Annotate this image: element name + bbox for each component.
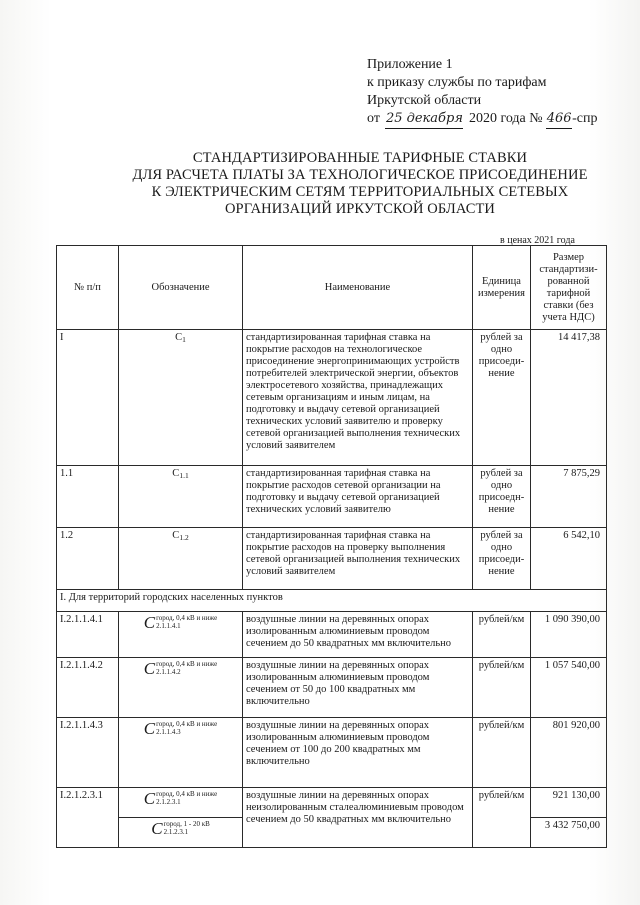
designation-subscript: 1.2 [179, 533, 189, 542]
row-designation [119, 718, 243, 788]
appendix-line-4 [367, 110, 627, 129]
table-row [57, 330, 607, 466]
designation-symbol: C [151, 819, 163, 838]
row-description: стандартизированная тарифная ставка на покрытие расходов сетевой организации на подготовку и выдачу сетевой организацией технических условий заявителю [243, 466, 473, 528]
table-row [57, 658, 607, 718]
designation-symbol: C [143, 789, 156, 808]
header-designation: Обозначение [119, 246, 243, 330]
designation-subscript: 2.1.2.3.1 [156, 798, 181, 806]
document-title [90, 150, 630, 218]
row-designation [119, 528, 243, 590]
designation-subscript: 1 [182, 335, 186, 344]
title-line-1: СТАНДАРТИЗИРОВАННЫЕ ТАРИФНЫЕ СТАВКИ [192, 150, 528, 166]
designation-subscript: 2.1.1.4.2 [156, 668, 181, 676]
title-line-3: К ЭЛЕКТРИЧЕСКИМ СЕТЯМ ТЕРРИТОРИАЛЬНЫХ СЕТЕВЫХ [151, 184, 569, 200]
section-title: I. Для территорий городских населенных пунктов [57, 590, 607, 612]
designation-superscript: город, 1 - 20 кВ [163, 820, 210, 828]
handwritten-date: 25 декабря [385, 110, 463, 129]
row-num: I [57, 330, 119, 466]
row-description: воздушные линии на деревянных опорах изолированным алюминиевым проводом сечением от 50 до 100 квадратных мм включительно [243, 658, 473, 718]
row-value: 801 920,00 [531, 718, 607, 788]
row-value: 1 057 540,00 [531, 658, 607, 718]
appendix-line-2: к приказу службы по тарифам [367, 75, 547, 90]
title-line-4: ОРГАНИЗАЦИЙ ИРКУТСКОЙ ОБЛАСТИ [224, 201, 496, 217]
row-description: воздушные линии на деревянных опорах изолированным алюминиевым проводом сечением до 50 квадратных мм включительно [243, 612, 473, 658]
designation-subscript: 2.1.1.4.1 [156, 622, 181, 630]
order-year-text: 2020 года № [468, 111, 543, 126]
designation-symbol: C [175, 332, 183, 343]
appendix-line-1: Приложение 1 [367, 57, 453, 72]
row-unit: рублей за одно присоеди-нение [473, 528, 531, 590]
handwritten-order-number: 466 [546, 110, 572, 129]
designation-symbol: C [172, 468, 180, 479]
designation-subscript: 2.1.2.3.1 [163, 828, 189, 836]
row-description: воздушные линии на деревянных опорах изолированным алюминиевым проводом сечением от 100 до 200 квадратных мм включительно [243, 718, 473, 788]
row-designation [119, 466, 243, 528]
section-header-row [57, 590, 607, 612]
header-value: Размер стандартизи-рованной тарифной ставки (без учета НДС) [531, 246, 607, 330]
row-unit: рублей/км [473, 718, 531, 788]
header-name: Наименование [243, 246, 473, 330]
header-unit: Единица измерения [473, 246, 531, 330]
row-unit: рублей за одно присоедн-нение [473, 466, 531, 528]
row-designation [119, 330, 243, 466]
table-row [57, 612, 607, 658]
designation-superscript: город, 0,4 кВ и ниже [156, 720, 218, 728]
row-description: воздушные линии на деревянных опорах неизолированным сталеалюминиевым проводом сечением до 50 квадратных мм включительно [243, 788, 473, 848]
row-description: стандартизированная тарифная ставка на покрытие расходов на технологическое присоединение энергопринимающих устройств потребителей электрической энергии, объектов электросетевого хозяйства, принадлежащих сетевым организациям и иным лицам, на подготовку и выдачу сетевой организацией технических условий заявителю и проверку сетевой организацией выполнения технических условий заявителем [243, 330, 473, 466]
order-number-suffix: -спр [572, 111, 598, 126]
table-row [57, 466, 607, 528]
designation-subscript: 1.1 [179, 471, 189, 480]
designation-superscript: город, 0,4 кВ и ниже [156, 614, 218, 622]
row-designation [119, 658, 243, 718]
row-value: 7 875,29 [531, 466, 607, 528]
row-designation [119, 788, 243, 818]
designation-symbol: C [143, 659, 156, 678]
row-num: I.2.1.1.4.2 [57, 658, 119, 718]
designation-subscript: 2.1.1.4.3 [156, 728, 181, 736]
row-unit: рублей/км [473, 658, 531, 718]
designation-superscript: город, 0,4 кВ и ниже [156, 660, 218, 668]
order-date-prefix: от [367, 111, 380, 126]
row-num: I.2.1.2.3.1 [57, 788, 119, 848]
appendix-header [367, 56, 627, 129]
row-value: 6 542,10 [531, 528, 607, 590]
row-unit: рублей/км [473, 788, 531, 848]
row-unit: рублей за одно присоеди-нение [473, 330, 531, 466]
designation-symbol: C [143, 613, 156, 632]
row-value: 921 130,00 [531, 788, 607, 818]
row-designation [119, 612, 243, 658]
row-num: I.2.1.1.4.1 [57, 612, 119, 658]
table-row [57, 788, 607, 818]
title-line-2: ДЛЯ РАСЧЕТА ПЛАТЫ ЗА ТЕХНОЛОГИЧЕСКОЕ ПРИСОЕДИНЕНИЕ [132, 167, 588, 183]
row-value: 14 417,38 [531, 330, 607, 466]
header-num: № п/п [57, 246, 119, 330]
table-row [57, 718, 607, 788]
table-row [57, 528, 607, 590]
row-num: I.2.1.1.4.3 [57, 718, 119, 788]
table-header-row [57, 246, 607, 330]
row-designation [119, 818, 243, 848]
row-num: 1.2 [57, 528, 119, 590]
row-num: 1.1 [57, 466, 119, 528]
designation-symbol: C [143, 719, 156, 738]
price-note: в ценах 2021 года [500, 235, 575, 246]
designation-superscript: город, 0,4 кВ и ниже [156, 790, 218, 798]
designation-symbol: C [172, 530, 180, 541]
tariff-rates-table [56, 245, 607, 848]
row-description: стандартизированная тарифная ставка на покрытие расходов на проверку выполнения сетевой организацией выполнения технических условий заявителем [243, 528, 473, 590]
appendix-line-3: Иркутской области [367, 93, 482, 108]
row-value: 1 090 390,00 [531, 612, 607, 658]
row-unit: рублей/км [473, 612, 531, 658]
row-value: 3 432 750,00 [531, 818, 607, 848]
